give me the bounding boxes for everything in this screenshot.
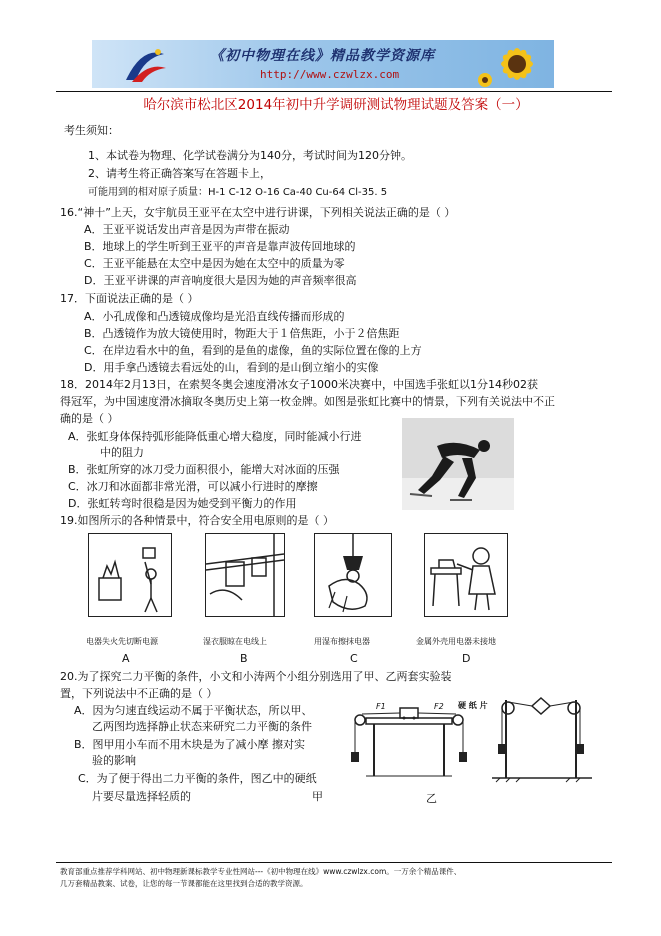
banner-url[interactable]: http://www.czwlzx.com [260,68,400,81]
q17-option-b: B．凸透镜作为放大镜使用时，物距大于１倍焦距，小于２倍焦距 [84,327,400,340]
q19-figure-b [205,533,285,617]
q19-letter-c: C [350,652,358,665]
skater-photo [402,418,514,510]
document-title: 哈尔滨市松北区2014年初中升学调研测试物理试题及答案（一） [143,97,529,113]
q20-option-c-cont: 片要尽量选择轻质的 [92,790,191,803]
q20-label-card: 硬 纸 片 [458,701,488,710]
q18-option-c: C．冰刀和冰面都非常光滑，可以减小行进时的摩擦 [68,480,318,493]
q19-figure-d [424,533,508,617]
q16-option-b: B．地球上的学生听到王亚平的声音是靠声波传回地球的 [84,240,356,253]
header-rule [56,91,612,92]
q20-label-yi: 乙 [426,792,437,805]
q17-option-d: D．用手拿凸透镜去看远处的山，看到的是山倒立缩小的实像 [84,361,379,374]
q19-caption-d: 金属外壳用电器未接地 [416,637,496,646]
q19-caption-a: 电器失火先切断电源 [86,637,158,646]
q20-label-f1: F1 [376,702,386,711]
q19-letter-b: B [240,652,248,665]
q18-stem-line: 得冠军，为中国速度滑冰摘取冬奥历史上第一枚金牌。如图是张虹比赛中的情景，下列有关说法中不正 [60,395,555,408]
q19-figure-a [88,533,172,617]
q17-option-a: A．小孔成像和凸透镜成像均是光沿直线传播而形成的 [84,310,345,323]
q20-option-a-cont: 乙两图均选择静止状态来研究二力平衡的条件 [92,720,312,733]
q20-stem-line: 置，下列说法中不正确的是（ ） [60,687,218,700]
q18-option-b: B．张虹所穿的冰刀受力面积很小，能增大对冰面的压强 [68,463,340,476]
q16-option-a: A．王亚平说话发出声音是因为声带在振动 [84,223,290,236]
q19-figure-c [314,533,392,617]
sunflower-icon [477,40,554,88]
q20-label-jia: 甲 [312,790,323,803]
q20-option-a: A．因为匀速直线运动不属于平衡状态，所以甲、 [74,704,313,717]
atomic-masses: 可能用到的相对原子质量：H-1 C-12 O-16 Ca-40 Cu-64 Cl-35. 5 [88,187,388,198]
q20-option-c: C．为了便于得出二力平衡的条件，图乙中的硬纸 [78,772,317,785]
header-banner [92,40,554,88]
footer-line: 几万套精品教案、试卷，让您的每一节课都能在这里找到合适的教学资源。 [60,879,308,888]
q16-stem: 16.“神十”上天，女宇航员王亚平在太空中进行讲课，下列相关说法正确的是（ ） [60,206,456,219]
q20-label-f2: F2 [434,702,444,711]
q19-stem: 19.如图所示的各种情景中，符合安全用电原则的是（ ） [60,514,334,527]
q20-stem-line: 20.为了探究二力平衡的条件，小文和小涛两个小组分别选用了甲、乙两套实验装 [60,670,452,683]
q20-figure-yi [492,694,592,786]
footer-rule [56,862,612,863]
q20-option-b: B．图甲用小车而不用木块是为了减小摩 擦对实 [74,738,306,751]
q19-letter-a: A [122,652,130,665]
q18-stem-line: 18．2014年2月13日，在索契冬奥会速度滑冰女子1000米决赛中，中国选手张虹以1分14秒02获 [60,378,538,391]
q19-caption-b: 湿衣服晾在电线上 [203,637,267,646]
q19-letter-d: D [462,652,471,665]
notice-item: 2、请考生将正确答案写在答题卡上， [88,167,271,180]
notice-heading: 考生须知： [64,124,119,137]
q16-option-d: D．王亚平讲课的声音响度很大是因为她的声音频率很高 [84,274,357,287]
q19-caption-c: 用湿布擦抹电器 [314,637,370,646]
q20-figure-jia [344,700,474,784]
q16-option-c: C．王亚平能悬在太空中是因为她在太空中的质量为零 [84,257,345,270]
q18-option-a-cont: 中的阻力 [100,446,144,459]
banner-title: 《初中物理在线》精品教学资源库 [210,48,435,64]
q18-stem-line: 确的是（ ） [60,412,119,425]
q18-option-d: D．张虹转弯时很稳是因为她受到平衡力的作用 [68,497,297,510]
logo-icon [122,44,168,84]
notice-item: 1、本试卷为物理、化学试卷满分为140分，考试时间为120分钟。 [88,149,412,162]
q20-option-b-cont: 验的影响 [92,754,136,767]
footer-line: 教育部重点推荐学科网站、初中物理新课标教学专业性网站---《初中物理在线》www.czwlzx.com。一万余个精品课件、 [60,867,462,876]
q17-option-c: C．在岸边看水中的鱼，看到的是鱼的虚像，鱼的实际位置在像的上方 [84,344,422,357]
q17-stem: 17．下面说法正确的是（ ） [60,292,199,305]
q18-option-a: A．张虹身体保持弧形能降低重心增大稳度，同时能减小行进 [68,430,362,443]
